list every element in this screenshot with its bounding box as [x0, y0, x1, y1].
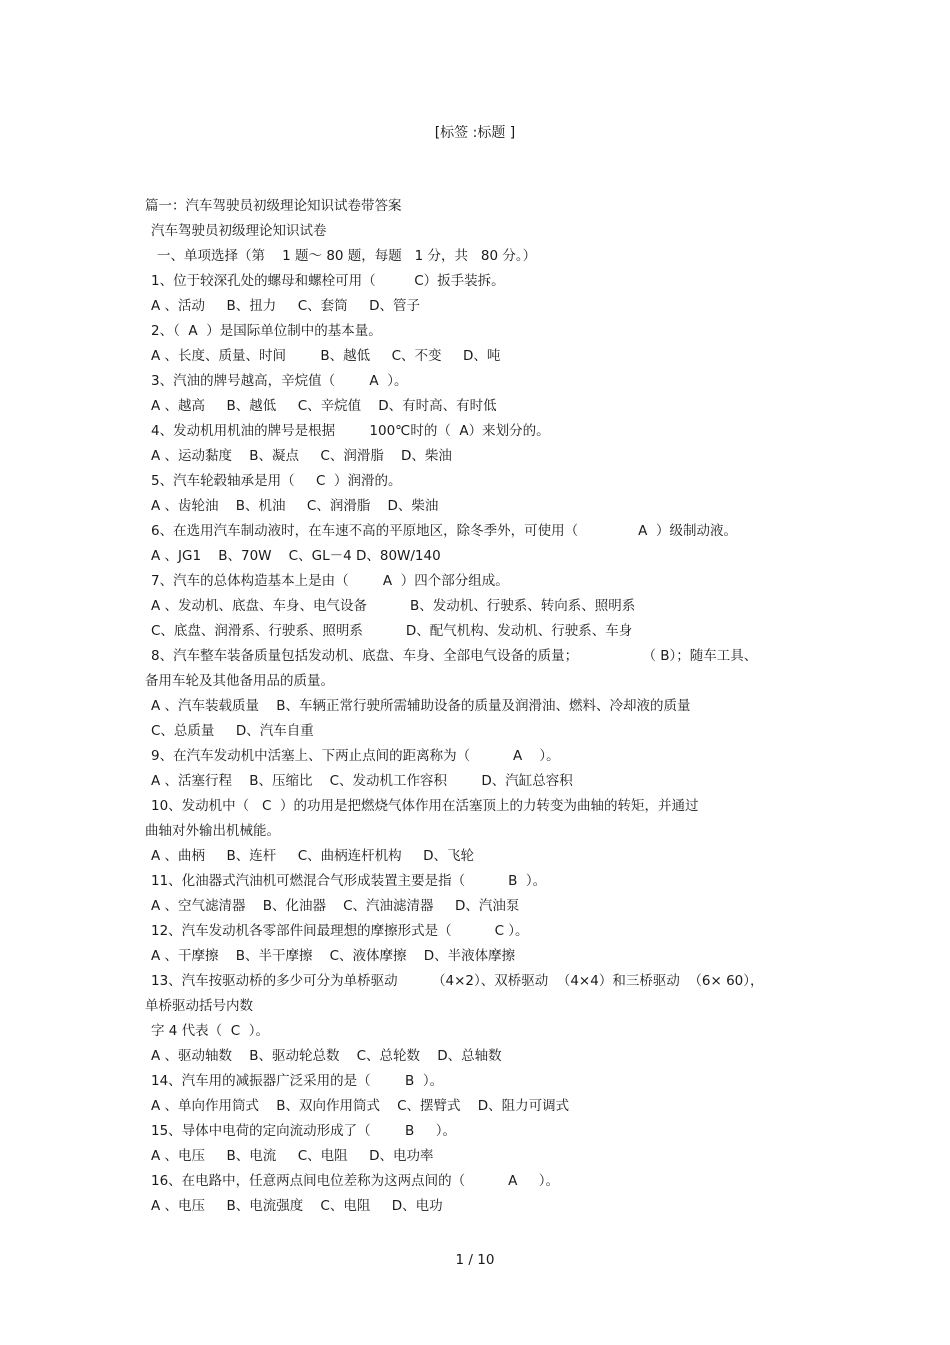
- text-line: A 、干摩擦 B、半干摩擦 C、液体摩擦 D、半液体摩擦: [151, 948, 516, 964]
- text-line: 13、汽车按驱动桥的多少可分为单桥驱动 （4×2）、双桥驱动 （4×4）和三桥驱动 （6× 60），: [151, 973, 764, 989]
- text-line: A 、运动黏度 B、凝点 C、润滑脂 D、柴油: [151, 448, 452, 464]
- text-line: 1、位于较深孔处的螺母和螺栓可用（ C）扳手装拆。: [151, 273, 505, 289]
- text-line: 6、在选用汽车制动液时，在车速不高的平原地区，除冬季外，可使用（ A ）级制动液。: [151, 523, 737, 539]
- text-line: 8、汽车整车装备质量包括发动机、底盘、车身、全部电气设备的质量； （ B）；随车工具、: [151, 648, 758, 664]
- text-line: 备用车轮及其他备用品的质量。: [145, 673, 334, 689]
- text-line: A 、JG1 B、70W C、GL－4 D、80W/140: [151, 548, 441, 564]
- text-line: A 、齿轮油 B、机油 C、润滑脂 D、柴油: [151, 498, 439, 514]
- text-line: A 、空气滤清器 B、化油器 C、汽油滤清器 D、汽油泵: [151, 898, 520, 914]
- text-line: A 、越高 B、越低 C、辛烷值 D、有时高、有时低: [151, 398, 497, 414]
- text-line: A 、发动机、底盘、车身、电气设备 B、发动机、行驶系、转向系、照明系: [151, 598, 636, 614]
- text-line: A 、驱动轴数 B、驱动轮总数 C、总轮数 D、总轴数: [151, 1048, 502, 1064]
- document-body: [145, 194, 815, 1219]
- text-line: 汽车驾驶员初级理论知识试卷: [151, 223, 327, 239]
- text-line: 曲轴对外输出机械能。: [145, 823, 280, 839]
- text-line: 15、导体中电荷的定向流动形成了（ B ）。: [151, 1123, 456, 1139]
- text-line: A 、活动 B、扭力 C、套筒 D、管子: [151, 298, 420, 314]
- text-line: 10、发动机中（ C ）的功用是把燃烧气体作用在活塞顶上的力转变为曲轴的转矩，并通过: [151, 798, 699, 814]
- text-line: A 、单向作用筒式 B、双向作用筒式 C、摆臂式 D、阻力可调式: [151, 1098, 570, 1114]
- text-line: 12、汽车发动机各零部件间最理想的摩擦形式是（ C ）。: [151, 923, 529, 939]
- text-line: A 、曲柄 B、连杆 C、曲柄连杆机构 D、飞轮: [151, 848, 474, 864]
- text-line: C、总质量 D、汽车自重: [151, 723, 314, 739]
- text-line: 2、（ A ）是国际单位制中的基本量。: [151, 323, 382, 339]
- text-line: 3、汽油的牌号越高，辛烷值（ A ）。: [151, 373, 408, 389]
- text-line: 字 4 代表（ C ）。: [151, 1023, 270, 1039]
- text-line: A 、汽车装载质量 B、车辆正常行驶所需辅助设备的质量及润滑油、燃料、冷却液的质量: [151, 698, 691, 714]
- text-line: 篇一：汽车驾驶员初级理论知识试卷带答案: [145, 198, 402, 214]
- text-line: 单桥驱动括号内数: [145, 998, 253, 1014]
- text-line: A 、电压 B、电流强度 C、电阻 D、电功: [151, 1198, 443, 1214]
- text-line: 一、单项选择（第 1 题～ 80 题，每题 1 分，共 80 分。）: [157, 248, 537, 264]
- text-line: 16、在电路中，任意两点间电位差称为这两点间的（ A ）。: [151, 1173, 560, 1189]
- text-line: A 、活塞行程 B、压缩比 C、发动机工作容积 D、汽缸总容积: [151, 773, 573, 789]
- text-line: 14、汽车用的减振器广泛采用的是（ B ）。: [151, 1073, 444, 1089]
- text-line: A 、长度、质量、时间 B、越低 C、不变 D、吨: [151, 348, 501, 364]
- page-header: [标签 :标题 ]: [434, 125, 516, 141]
- text-line: 11、化油器式汽油机可燃混合气形成装置主要是指（ B ）。: [151, 873, 547, 889]
- text-line: 7、汽车的总体构造基本上是由（ A ）四个部分组成。: [151, 573, 509, 589]
- text-line: C、底盘、润滑系、行驶系、照明系 D、配气机构、发动机、行驶系、车身: [151, 623, 633, 639]
- text-line: 9、在汽车发动机中活塞上、下两止点间的距离称为（ A ）。: [151, 748, 560, 764]
- text-line: 4、发动机用机油的牌号是根据 100℃时的（ A）来划分的。: [151, 423, 550, 439]
- text-line: A 、电压 B、电流 C、电阻 D、电功率: [151, 1148, 434, 1164]
- text-line: 5、汽车轮毂轴承是用（ C ）润滑的。: [151, 473, 402, 489]
- page-number: 1 / 10: [455, 1252, 495, 1268]
